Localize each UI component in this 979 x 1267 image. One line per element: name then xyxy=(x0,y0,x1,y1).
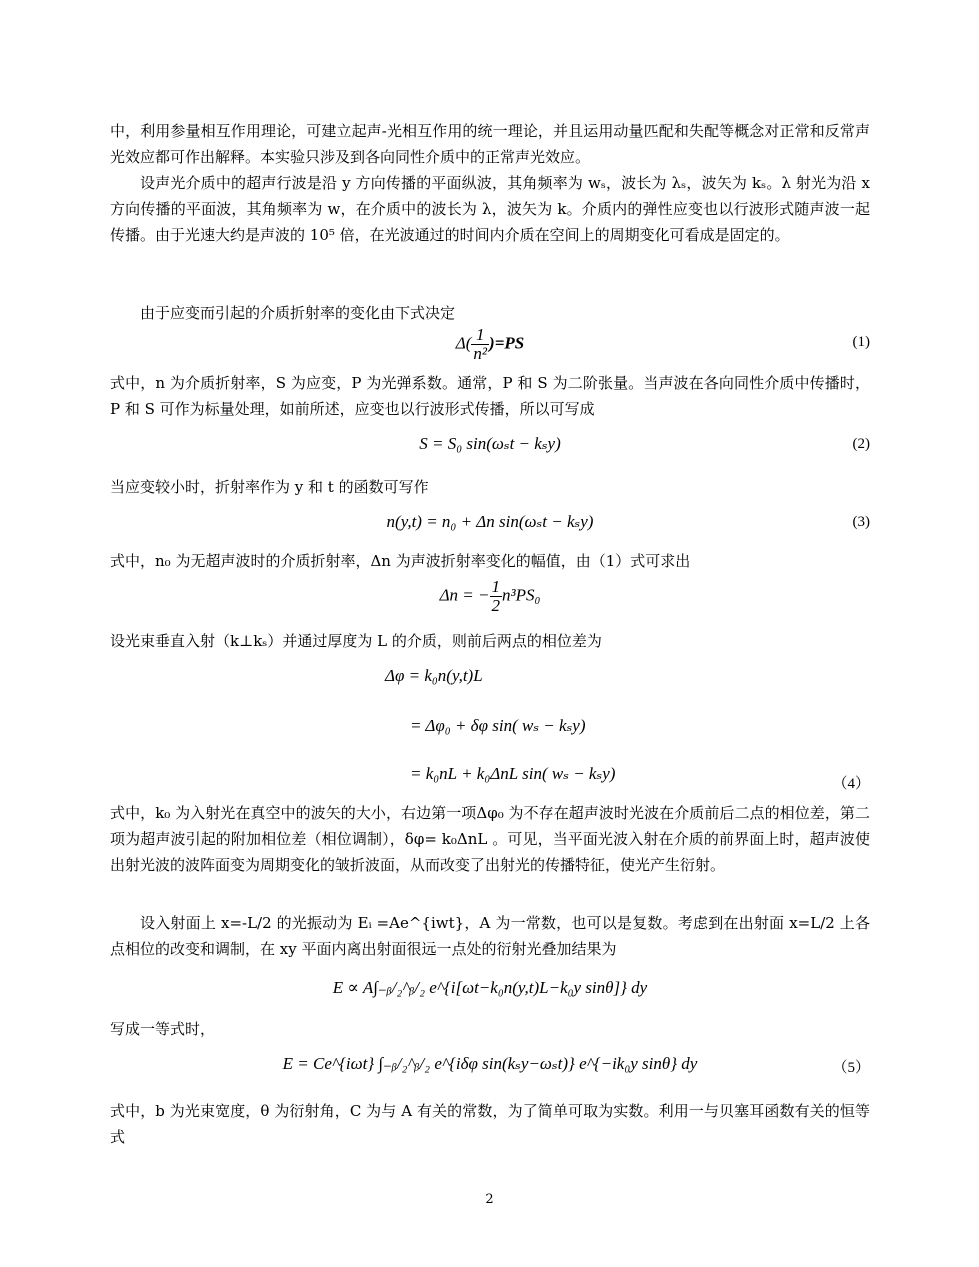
eq4c-body: = k₀nL + k₀ΔnL sin( wₛ − kₛy) xyxy=(410,764,616,783)
paragraph-11: 式中，b 为光束宽度，θ 为衍射角，C 为与 A 有关的常数，为了简单可取为实数。利用一与贝塞耳函数有关的恒等式 xyxy=(110,1102,870,1146)
paragraph-3: 由于应变而引起的介质折射率的变化由下式决定 xyxy=(140,304,456,322)
eqdn-fraction xyxy=(490,578,503,615)
eq1-denominator: n² xyxy=(473,344,488,363)
paragraph-8: 式中，k₀ 为入射光在真空中的波矢的大小，右边第一项Δφ₀ 为不存在超声波时光波在介质前后二点的相位差，第二项为超声波引起的附加相位差（相位调制），δφ= k₀ΔnL 。可见，当平面光波入射在介质的前界面上时，超声波使出射光波的波阵面变为周期变化的皱折波面，从而改变了出射光的传播特征，使光产生衍射。 xyxy=(110,804,870,874)
eq3-body: n(y,t) = n₀ + Δn sin(ωₛt − kₛy) xyxy=(386,512,594,531)
eq4a-body: Δφ = k₀n(y,t)L xyxy=(385,666,483,685)
eqdn-lhs: Δn = − xyxy=(439,585,490,605)
paragraph-6: 式中，n₀ 为无超声波时的介质折射率，Δn 为声波折射率变化的幅值，由（1）式可求出 xyxy=(110,552,691,570)
equation-1 xyxy=(110,322,870,366)
equation-5 xyxy=(110,1050,870,1082)
eq2-number: (2) xyxy=(852,436,870,452)
eq1-number: (1) xyxy=(852,334,870,350)
eqdn-numerator: 1 xyxy=(491,577,500,596)
equation-4b xyxy=(110,712,870,744)
equation-2 xyxy=(110,430,870,462)
eq5-body: E = Ce^{iωt} ∫₋ᵦ/₂^ᵦ/₂ e^{iδφ sin(kₛy−ωₛt)} e^{−ik₀y sinθ} dy xyxy=(282,1054,698,1073)
equation-4a xyxy=(110,662,870,694)
eqprop-body: E ∝ A∫₋ᵦ/₂^ᵦ/₂ e^{i[ωt−k₀n(y,t)L−k₀y sinθ]} dy xyxy=(332,978,648,997)
eq1-prefix: Δ( xyxy=(455,333,472,353)
eq1-numerator: 1 xyxy=(471,326,489,345)
eq4b-body: = Δφ₀ + δφ sin( wₛ − kₛy) xyxy=(410,716,586,735)
equation-dn xyxy=(110,574,870,618)
paragraph-4: 式中，n 为介质折射率，S 为应变，P 为光弹系数。通常，P 和 S 为二阶张量。当声波在各向同性介质中传播时，P 和 S 可作为标量处理，如前所述，应变也以行波形式传播，所以可写成 xyxy=(110,374,870,418)
equation-prop xyxy=(110,974,870,1006)
page-number: 2 xyxy=(485,1192,494,1207)
eq1-rhs: )=PS xyxy=(489,333,525,353)
eq3-number: (3) xyxy=(852,514,870,530)
equation-3 xyxy=(110,508,870,540)
paragraph-2: 设声光介质中的超声行波是沿 y 方向传播的平面纵波，其角频率为 wₛ，波长为 λₛ，波矢为 kₛ。λ 射光为沿 x 方向传播的平面波，其角频率为 w，在介质中的波长为 λ，波矢为 k。介质内的弹性应变也以行波形式随声波一起传播。由于光速大约是声波的 10⁵ 倍，在光波通过的时间内介质在空间上的周期变化可看成是固定的。 xyxy=(110,174,870,244)
paragraph-7: 设光束垂直入射（k⊥kₛ）并通过厚度为 L 的介质，则前后两点的相位差为 xyxy=(110,632,602,650)
eq1-fraction xyxy=(471,326,489,363)
eqdn-rhs: n³PS₀ xyxy=(502,585,541,605)
paragraph-5: 当应变较小时，折射率作为 y 和 t 的函数可写作 xyxy=(110,478,429,496)
eqdn-denominator: 2 xyxy=(491,596,500,615)
eq5-number: （5） xyxy=(832,1060,870,1076)
paragraph-9: 设入射面上 x=-L/2 的光振动为 Eᵢ =Ae^{iwt}，A 为一常数，也可以是复数。考虑到在出射面 x=L/2 上各点相位的改变和调制，在 xy 平面内离出射面很远一点处的衍射光叠加结果为 xyxy=(110,914,870,958)
eq2-body: S = S₀ sin(ωₛt − kₛy) xyxy=(419,434,561,453)
paragraph-10: 写成一等式时， xyxy=(110,1020,216,1038)
equation-4c xyxy=(110,760,870,792)
eq4-number: （4） xyxy=(832,776,870,792)
paragraph-1: 中，利用参量相互作用理论，可建立起声-光相互作用的统一理论，并且运用动量匹配和失配等概念对正常和反常声光效应都可作出解释。本实验只涉及到各向同性介质中的正常声光效应。 xyxy=(110,122,870,166)
